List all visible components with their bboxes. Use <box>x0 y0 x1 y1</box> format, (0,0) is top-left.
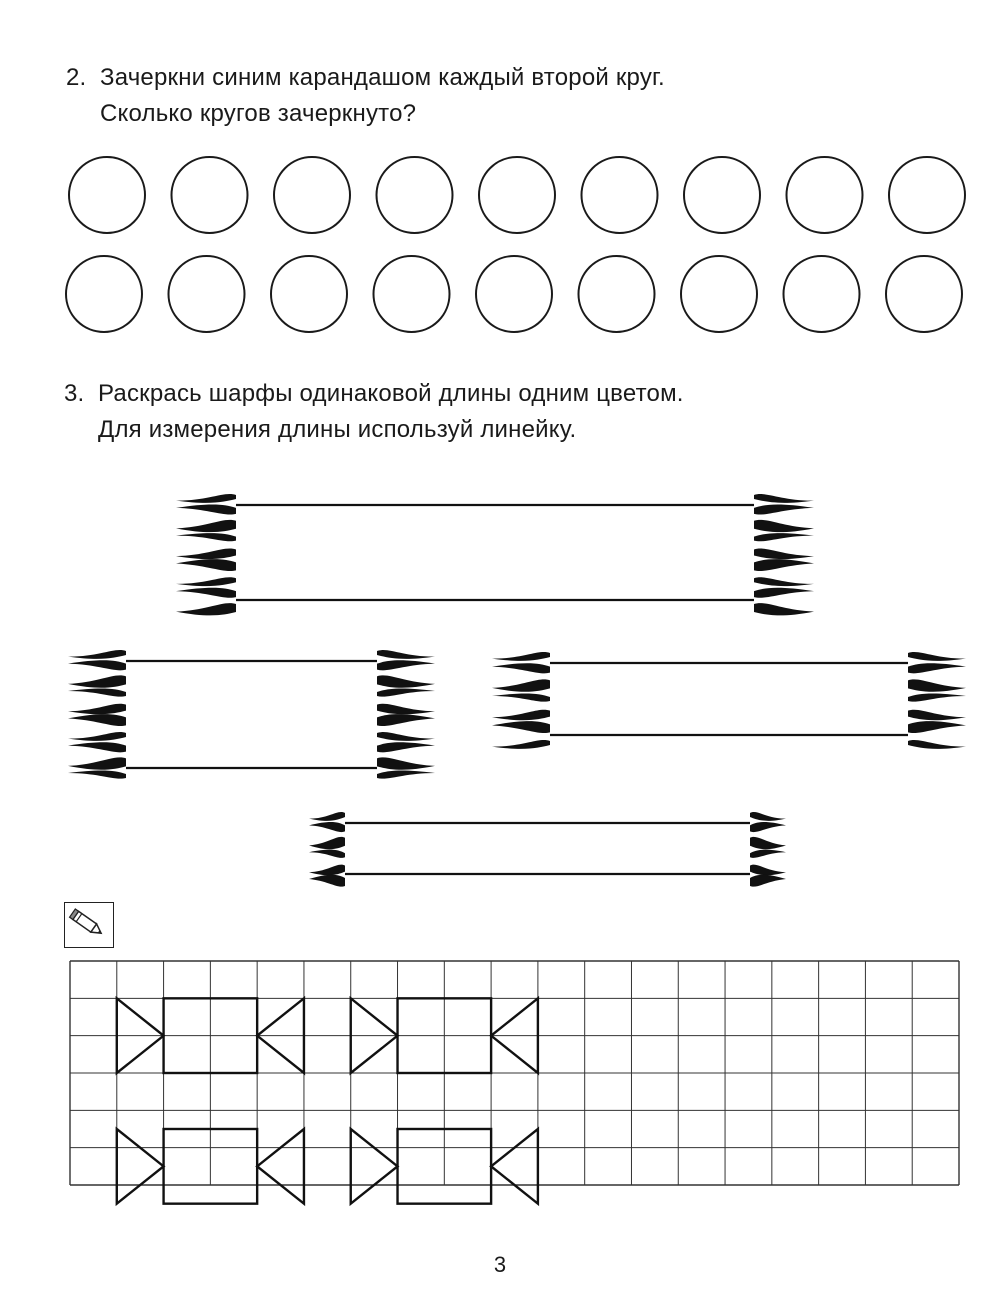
task-3-number: 3. <box>64 380 85 407</box>
task-2-instruction: Зачеркни синим карандашом каждый второй круг. <box>100 64 665 91</box>
task-3-hint: Для измерения длины используй линейку. <box>98 416 577 443</box>
task-2-question: Сколько кругов зачеркнуто? <box>100 100 417 127</box>
task-2-number: 2. <box>66 64 87 91</box>
page-number: 3 <box>493 1252 507 1277</box>
task-3-instruction: Раскрась шарфы одинаковой длины одним цветом. <box>98 380 684 407</box>
